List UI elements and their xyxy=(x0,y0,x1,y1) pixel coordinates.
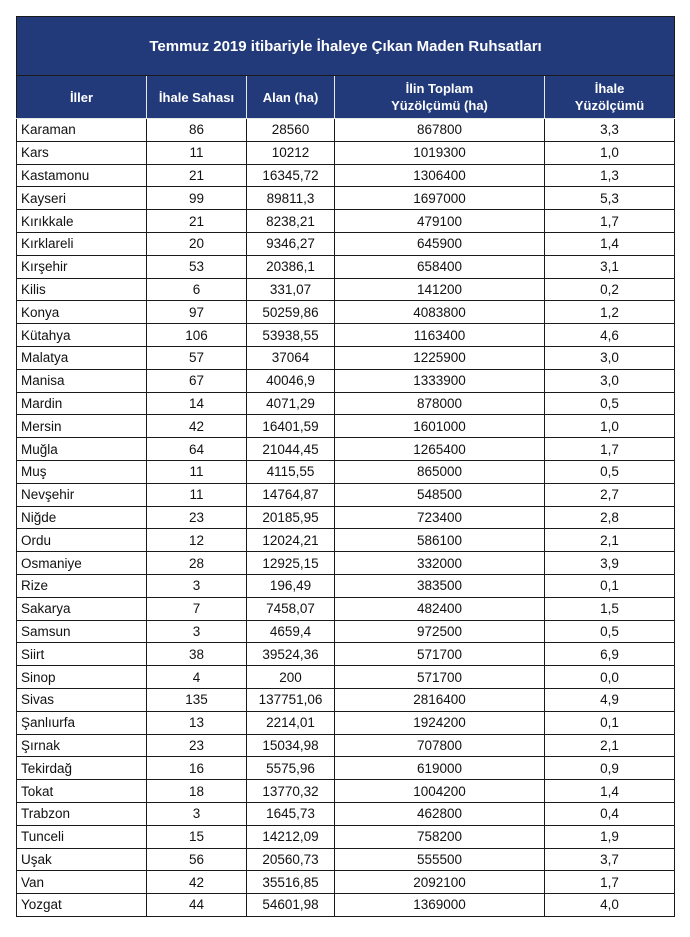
province-cell: Trabzon xyxy=(17,802,147,825)
ratio-cell: 0,5 xyxy=(545,392,675,415)
tender-count-cell: 21 xyxy=(147,164,247,187)
province-cell: Kars xyxy=(17,141,147,164)
ratio-cell: 0,0 xyxy=(545,666,675,689)
area-cell: 16345,72 xyxy=(247,164,335,187)
table-row xyxy=(17,894,675,917)
area-cell: 13770,32 xyxy=(247,780,335,803)
province-cell: Konya xyxy=(17,301,147,324)
ratio-cell: 0,4 xyxy=(545,802,675,825)
total-area-cell: 1333900 xyxy=(335,369,545,392)
ratio-cell: 3,9 xyxy=(545,552,675,575)
ratio-cell: 0,1 xyxy=(545,574,675,597)
tender-count-cell: 42 xyxy=(147,871,247,894)
province-cell: Kilis xyxy=(17,278,147,301)
area-cell: 15034,98 xyxy=(247,734,335,757)
area-cell: 20185,95 xyxy=(247,506,335,529)
tender-count-cell: 20 xyxy=(147,232,247,255)
header-total-area-line2: Yüzölçümü (ha) xyxy=(391,98,488,113)
area-cell: 35516,85 xyxy=(247,871,335,894)
province-cell: Malatya xyxy=(17,346,147,369)
province-cell: Muğla xyxy=(17,438,147,461)
total-area-cell: 865000 xyxy=(335,460,545,483)
area-cell: 21044,45 xyxy=(247,438,335,461)
tender-count-cell: 23 xyxy=(147,734,247,757)
area-cell: 1645,73 xyxy=(247,802,335,825)
area-cell: 200 xyxy=(247,666,335,689)
area-cell: 12925,15 xyxy=(247,552,335,575)
province-cell: Mardin xyxy=(17,392,147,415)
area-cell: 4659,4 xyxy=(247,620,335,643)
table-row xyxy=(17,392,675,415)
table-body xyxy=(17,119,675,917)
total-area-cell: 1369000 xyxy=(335,894,545,917)
province-cell: Ordu xyxy=(17,529,147,552)
province-cell: Nevşehir xyxy=(17,483,147,506)
area-cell: 89811,3 xyxy=(247,187,335,210)
area-cell: 14212,09 xyxy=(247,825,335,848)
tender-count-cell: 23 xyxy=(147,506,247,529)
ratio-cell: 3,7 xyxy=(545,848,675,871)
header-tender-ratio-line2: Yüzölçümü xyxy=(574,98,645,113)
area-cell: 28560 xyxy=(247,119,335,142)
ratio-cell: 3,3 xyxy=(545,119,675,142)
table-row xyxy=(17,666,675,689)
province-cell: Yozgat xyxy=(17,894,147,917)
area-cell: 4071,29 xyxy=(247,392,335,415)
ratio-cell: 1,2 xyxy=(545,301,675,324)
tender-count-cell: 106 xyxy=(147,324,247,347)
table-row xyxy=(17,529,675,552)
ratio-cell: 4,0 xyxy=(545,894,675,917)
area-cell: 50259,86 xyxy=(247,301,335,324)
province-cell: Şanlıurfa xyxy=(17,711,147,734)
table-row xyxy=(17,688,675,711)
table-row xyxy=(17,324,675,347)
tender-count-cell: 56 xyxy=(147,848,247,871)
area-cell: 12024,21 xyxy=(247,529,335,552)
total-area-cell: 1306400 xyxy=(335,164,545,187)
area-cell: 20386,1 xyxy=(247,255,335,278)
province-cell: Kırıkkale xyxy=(17,210,147,233)
table-row xyxy=(17,643,675,666)
area-cell: 7458,07 xyxy=(247,597,335,620)
total-area-cell: 479100 xyxy=(335,210,545,233)
total-area-cell: 555500 xyxy=(335,848,545,871)
province-cell: Kırşehir xyxy=(17,255,147,278)
ratio-cell: 0,5 xyxy=(545,460,675,483)
table-row xyxy=(17,711,675,734)
header-tender-ratio-line1: İhale xyxy=(594,81,625,96)
table-row xyxy=(17,210,675,233)
tender-count-cell: 53 xyxy=(147,255,247,278)
header-tender-count: İhale Sahası xyxy=(147,76,247,119)
table-row xyxy=(17,232,675,255)
area-cell: 196,49 xyxy=(247,574,335,597)
area-cell: 54601,98 xyxy=(247,894,335,917)
total-area-cell: 1924200 xyxy=(335,711,545,734)
tender-count-cell: 97 xyxy=(147,301,247,324)
table-row xyxy=(17,574,675,597)
total-area-cell: 758200 xyxy=(335,825,545,848)
ratio-cell: 2,8 xyxy=(545,506,675,529)
ratio-cell: 1,4 xyxy=(545,780,675,803)
ratio-cell: 2,7 xyxy=(545,483,675,506)
table-row xyxy=(17,301,675,324)
table-row xyxy=(17,141,675,164)
area-cell: 9346,27 xyxy=(247,232,335,255)
table-row xyxy=(17,369,675,392)
area-cell: 331,07 xyxy=(247,278,335,301)
table-title: Temmuz 2019 itibariyle İhaleye Çıkan Maden Ruhsatları xyxy=(17,17,675,76)
total-area-cell: 619000 xyxy=(335,757,545,780)
tender-count-cell: 99 xyxy=(147,187,247,210)
ratio-cell: 1,0 xyxy=(545,141,675,164)
table-row xyxy=(17,119,675,142)
ratio-cell: 1,9 xyxy=(545,825,675,848)
tender-count-cell: 86 xyxy=(147,119,247,142)
province-cell: Tekirdağ xyxy=(17,757,147,780)
table-row xyxy=(17,346,675,369)
total-area-cell: 723400 xyxy=(335,506,545,529)
tender-count-cell: 135 xyxy=(147,688,247,711)
tender-count-cell: 14 xyxy=(147,392,247,415)
total-area-cell: 548500 xyxy=(335,483,545,506)
ratio-cell: 5,3 xyxy=(545,187,675,210)
table-row xyxy=(17,164,675,187)
province-cell: Tokat xyxy=(17,780,147,803)
province-cell: Osmaniye xyxy=(17,552,147,575)
province-cell: Sakarya xyxy=(17,597,147,620)
table-row xyxy=(17,255,675,278)
area-cell: 10212 xyxy=(247,141,335,164)
table-row xyxy=(17,757,675,780)
province-cell: Kütahya xyxy=(17,324,147,347)
area-cell: 4115,55 xyxy=(247,460,335,483)
tender-count-cell: 67 xyxy=(147,369,247,392)
total-area-cell: 645900 xyxy=(335,232,545,255)
tender-count-cell: 6 xyxy=(147,278,247,301)
total-area-cell: 867800 xyxy=(335,119,545,142)
total-area-cell: 658400 xyxy=(335,255,545,278)
ratio-cell: 3,0 xyxy=(545,369,675,392)
tender-count-cell: 21 xyxy=(147,210,247,233)
total-area-cell: 878000 xyxy=(335,392,545,415)
table-row xyxy=(17,278,675,301)
province-cell: Karaman xyxy=(17,119,147,142)
total-area-cell: 1265400 xyxy=(335,438,545,461)
province-cell: Sivas xyxy=(17,688,147,711)
ratio-cell: 0,1 xyxy=(545,711,675,734)
licenses-table xyxy=(16,16,675,917)
area-cell: 14764,87 xyxy=(247,483,335,506)
table-row xyxy=(17,825,675,848)
tender-count-cell: 11 xyxy=(147,483,247,506)
table-container xyxy=(16,16,674,917)
province-cell: Şırnak xyxy=(17,734,147,757)
province-cell: Muş xyxy=(17,460,147,483)
table-row xyxy=(17,802,675,825)
table-row xyxy=(17,415,675,438)
header-total-area-line1: İlin Toplam xyxy=(405,81,474,96)
tender-count-cell: 13 xyxy=(147,711,247,734)
header-province: İller xyxy=(17,76,147,119)
total-area-cell: 1019300 xyxy=(335,141,545,164)
total-area-cell: 383500 xyxy=(335,574,545,597)
province-cell: Kayseri xyxy=(17,187,147,210)
tender-count-cell: 3 xyxy=(147,574,247,597)
table-row xyxy=(17,552,675,575)
table-row xyxy=(17,848,675,871)
total-area-cell: 1697000 xyxy=(335,187,545,210)
total-area-cell: 2092100 xyxy=(335,871,545,894)
table-row xyxy=(17,438,675,461)
total-area-cell: 1163400 xyxy=(335,324,545,347)
tender-count-cell: 7 xyxy=(147,597,247,620)
ratio-cell: 1,4 xyxy=(545,232,675,255)
tender-count-cell: 38 xyxy=(147,643,247,666)
total-area-cell: 972500 xyxy=(335,620,545,643)
total-area-cell: 571700 xyxy=(335,666,545,689)
total-area-cell: 1225900 xyxy=(335,346,545,369)
province-cell: Samsun xyxy=(17,620,147,643)
table-row xyxy=(17,734,675,757)
area-cell: 5575,96 xyxy=(247,757,335,780)
table-row xyxy=(17,506,675,529)
total-area-cell: 332000 xyxy=(335,552,545,575)
ratio-cell: 2,1 xyxy=(545,529,675,552)
tender-count-cell: 3 xyxy=(147,802,247,825)
total-area-cell: 571700 xyxy=(335,643,545,666)
header-tender-ratio xyxy=(545,76,675,119)
tender-count-cell: 11 xyxy=(147,141,247,164)
table-row xyxy=(17,780,675,803)
tender-count-cell: 57 xyxy=(147,346,247,369)
ratio-cell: 1,5 xyxy=(545,597,675,620)
province-cell: Niğde xyxy=(17,506,147,529)
header-total-area xyxy=(335,76,545,119)
tender-count-cell: 15 xyxy=(147,825,247,848)
area-cell: 39524,36 xyxy=(247,643,335,666)
province-cell: Manisa xyxy=(17,369,147,392)
ratio-cell: 2,1 xyxy=(545,734,675,757)
tender-count-cell: 11 xyxy=(147,460,247,483)
province-cell: Mersin xyxy=(17,415,147,438)
total-area-cell: 482400 xyxy=(335,597,545,620)
total-area-cell: 2816400 xyxy=(335,688,545,711)
table-row xyxy=(17,483,675,506)
ratio-cell: 1,7 xyxy=(545,210,675,233)
tender-count-cell: 4 xyxy=(147,666,247,689)
ratio-cell: 6,9 xyxy=(545,643,675,666)
province-cell: Kırklareli xyxy=(17,232,147,255)
province-cell: Sinop xyxy=(17,666,147,689)
ratio-cell: 4,6 xyxy=(545,324,675,347)
tender-count-cell: 44 xyxy=(147,894,247,917)
tender-count-cell: 16 xyxy=(147,757,247,780)
total-area-cell: 141200 xyxy=(335,278,545,301)
ratio-cell: 4,9 xyxy=(545,688,675,711)
ratio-cell: 3,1 xyxy=(545,255,675,278)
total-area-cell: 1601000 xyxy=(335,415,545,438)
total-area-cell: 462800 xyxy=(335,802,545,825)
tender-count-cell: 3 xyxy=(147,620,247,643)
province-cell: Kastamonu xyxy=(17,164,147,187)
total-area-cell: 707800 xyxy=(335,734,545,757)
tender-count-cell: 42 xyxy=(147,415,247,438)
area-cell: 37064 xyxy=(247,346,335,369)
table-row xyxy=(17,597,675,620)
area-cell: 137751,06 xyxy=(247,688,335,711)
area-cell: 53938,55 xyxy=(247,324,335,347)
province-cell: Van xyxy=(17,871,147,894)
ratio-cell: 1,0 xyxy=(545,415,675,438)
ratio-cell: 0,9 xyxy=(545,757,675,780)
province-cell: Siirt xyxy=(17,643,147,666)
ratio-cell: 3,0 xyxy=(545,346,675,369)
area-cell: 2214,01 xyxy=(247,711,335,734)
table-row xyxy=(17,187,675,210)
tender-count-cell: 64 xyxy=(147,438,247,461)
ratio-cell: 0,2 xyxy=(545,278,675,301)
area-cell: 16401,59 xyxy=(247,415,335,438)
ratio-cell: 1,7 xyxy=(545,438,675,461)
area-cell: 40046,9 xyxy=(247,369,335,392)
area-cell: 20560,73 xyxy=(247,848,335,871)
table-row xyxy=(17,871,675,894)
ratio-cell: 0,5 xyxy=(545,620,675,643)
tender-count-cell: 12 xyxy=(147,529,247,552)
ratio-cell: 1,3 xyxy=(545,164,675,187)
province-cell: Rize xyxy=(17,574,147,597)
header-row xyxy=(17,76,675,119)
province-cell: Tunceli xyxy=(17,825,147,848)
total-area-cell: 1004200 xyxy=(335,780,545,803)
tender-count-cell: 18 xyxy=(147,780,247,803)
table-row xyxy=(17,460,675,483)
area-cell: 8238,21 xyxy=(247,210,335,233)
total-area-cell: 586100 xyxy=(335,529,545,552)
total-area-cell: 4083800 xyxy=(335,301,545,324)
province-cell: Uşak xyxy=(17,848,147,871)
header-area: Alan (ha) xyxy=(247,76,335,119)
table-row xyxy=(17,620,675,643)
ratio-cell: 1,7 xyxy=(545,871,675,894)
tender-count-cell: 28 xyxy=(147,552,247,575)
